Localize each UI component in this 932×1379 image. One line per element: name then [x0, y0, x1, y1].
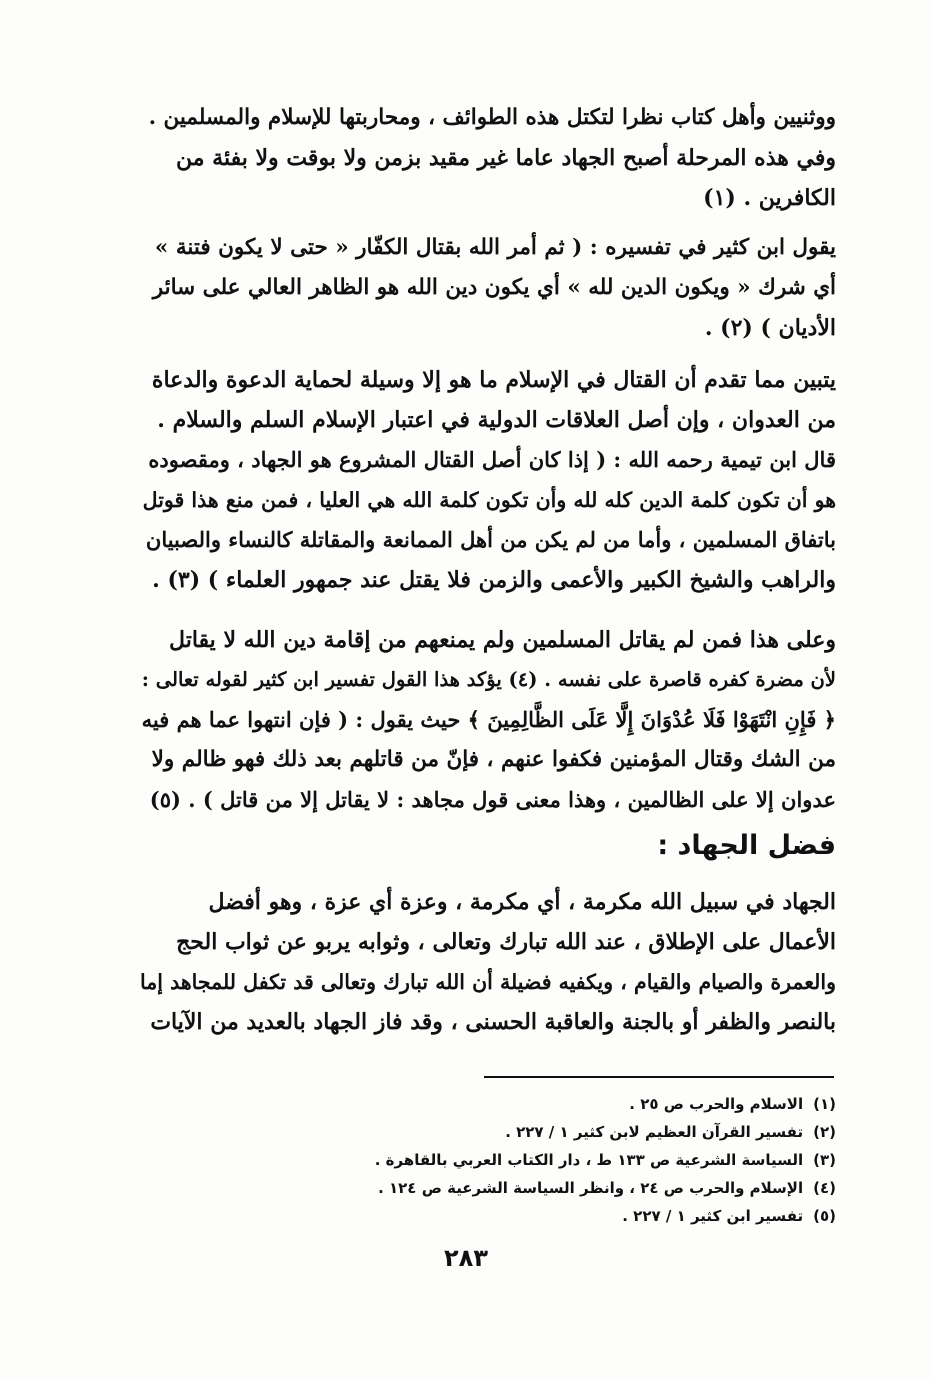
paragraph-2 — [140, 228, 836, 348]
text-line: الكافرين . (١) — [703, 185, 836, 211]
footnote — [136, 1202, 836, 1230]
text-line: أي شرك « ويكون الدين لله » أي يكون دين الله هو الظاهر العالي على سائر — [152, 275, 836, 300]
footnote-number: (٥) — [813, 1207, 836, 1225]
text-line: من العدوان ، وإن أصل العلاقات الدولية في اعتبار الإسلام السلم والسلام . — [157, 407, 836, 433]
text-line: ووثنيين وأهل كتاب نظرا لتكتل هذه الطوائف ، ومحاربتها للإسلام والمسلمين . — [148, 105, 836, 130]
text-line: والعمرة والصيام والقيام ، ويكفيه فضيلة أن الله تبارك وتعالى قد تكفل للمجاهد إما — [140, 970, 836, 994]
footnote-number: (١) — [813, 1095, 836, 1113]
footnote — [136, 1118, 836, 1146]
paragraph-4 — [140, 620, 836, 820]
section-heading: فضل الجهاد : — [657, 830, 836, 861]
text-line: وفي هذه المرحلة أصبح الجهاد عاما غير مقيد بزمن ولا بوقت ولا بفئة من — [175, 145, 836, 171]
text-line: والراهب والشيخ الكبير والأعمى والزمن فلا يقتل عند جمهور العلماء ) (٣) . — [152, 567, 836, 593]
footnote-text: الاسلام والحرب ص ٢٥ . — [629, 1095, 804, 1113]
footnote-separator — [484, 1076, 834, 1078]
text-line: باتفاق المسلمين ، وأما من لم يكن من أهل الممانعة والمقاتلة كالنساء والصبيان — [145, 527, 836, 552]
text-line: بالنصر والظفر أو بالجنة والعاقبة الحسنى ، وقد فاز الجهاد بالعديد من الآيات — [150, 1009, 836, 1035]
footnote-text: الإسلام والحرب ص ٢٤ ، وانظر السياسة الشرعية ص ١٢٤ . — [378, 1179, 804, 1197]
paragraph-5 — [140, 882, 836, 1042]
footnote-text: السياسة الشرعية ص ١٣٣ ط ، دار الكتاب العربي بالقاهرة . — [374, 1151, 804, 1169]
text-line: يقول ابن كثير في تفسيره : ( ثم أمر الله بقتال الكفّار « حتى لا يكون فتنة » — [154, 235, 836, 260]
text-line: الأعمال على الإطلاق ، عند الله تبارك وتعالى ، وثوابه يربو عن ثواب الحج — [176, 929, 836, 955]
footnote-number: (٢) — [813, 1123, 836, 1141]
page-number: ٢٨٣ — [444, 1244, 488, 1272]
text-line: الجهاد في سبيل الله مكرمة ، أي مكرمة ، وعزة أي عزة ، وهو أفضل — [208, 889, 836, 915]
quran-verse-line: ﴿ فَإِنِ انْتَهَوْا فَلَا عُدْوَانَ إِلَّا عَلَى الظَّالِمِينَ ﴾ حيث يقول : ( فإن انتهوا عما هم فيه — [141, 707, 836, 732]
text-line: يتبين مما تقدم أن القتال في الإسلام ما هو إلا وسيلة لحماية الدعوة والدعاة — [151, 367, 836, 393]
paragraph-3 — [140, 360, 836, 600]
footnotes — [136, 1090, 836, 1230]
text-line: لأن مضرة كفره قاصرة على نفسه . (٤) يؤكد هذا القول تفسير ابن كثير لقوله تعالى : — [141, 668, 836, 691]
footnote-text: تفسير القرآن العظيم لابن كثير ١ / ٢٢٧ . — [505, 1123, 804, 1141]
footnote-number: (٣) — [813, 1151, 836, 1169]
footnote-number: (٤) — [813, 1179, 836, 1197]
footnote — [136, 1174, 836, 1202]
text-line: الأديان ) (٢) . — [704, 315, 836, 341]
footnote-text: تفسير ابن كثير ١ / ٢٢٧ . — [622, 1207, 804, 1225]
footnote — [136, 1146, 836, 1174]
paragraph-1 — [140, 98, 836, 218]
text-line: وعلى هذا فمن لم يقاتل المسلمين ولم يمنعهم من إقامة دين الله لا يقاتل — [169, 627, 836, 653]
text-line: عدوان إلا على الظالمين ، وهذا معنى قول مجاهد : لا يقاتل إلا من قاتل ) . (٥) — [149, 787, 836, 812]
text-line: قال ابن تيمية رحمه الله : ( إذا كان أصل القتال المشروع هو الجهاد ، ومقصوده — [148, 447, 836, 472]
footnote — [136, 1090, 836, 1118]
text-line: من الشك وقتال المؤمنين فكفوا عنهم ، فإنّ من قاتلهم بعد ذلك فهو ظالم ولا — [151, 747, 836, 772]
text-line: هو أن تكون كلمة الدين كله لله وأن تكون كلمة الله هي العليا ، فمن منع هذا قوتل — [142, 488, 836, 512]
